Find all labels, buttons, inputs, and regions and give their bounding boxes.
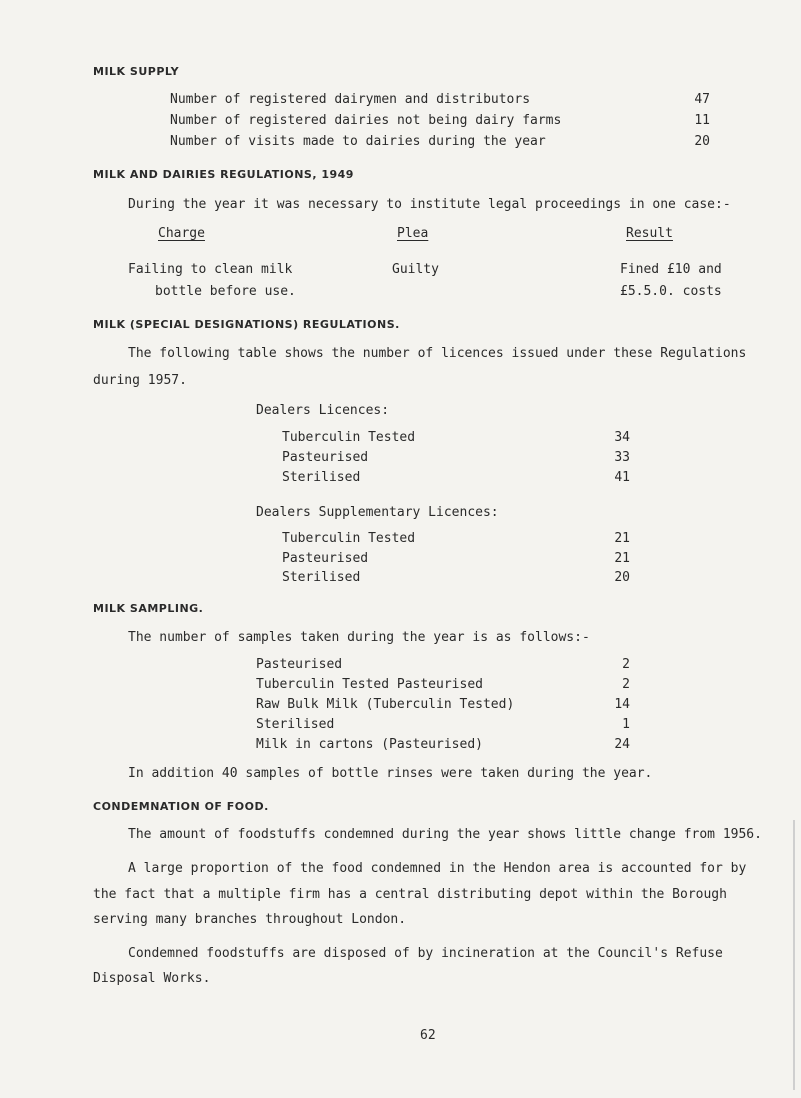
sampling-row-value: 14 [614,697,630,712]
condemnation-para2-line2: the fact that a multiple firm has a central distributing depot within the Borough [93,887,727,902]
heading-condemnation: CONDEMNATION OF FOOD. [93,800,269,813]
sampling-row-label: Milk in cartons (Pasteurised) [256,737,483,752]
supply-row-value: 11 [694,113,710,128]
sampling-addition: In addition 40 samples of bottle rinses were taken during the year. [128,766,653,781]
sampling-row-label: Raw Bulk Milk (Tuberculin Tested) [256,697,515,712]
heading-milk-supply: MILK SUPPLY [93,65,180,78]
licence-row-label: Tuberculin Tested [282,430,416,445]
licence-row-label: Pasteurised [282,450,369,465]
supply-row-value: 20 [694,134,710,149]
sampling-row-label: Tuberculin Tested Pasteurised [256,677,483,692]
supply-row-label: Number of visits made to dairies during the year [170,134,546,149]
condemnation-para3-line1: Condemned foodstuffs are disposed of by incineration at the Council's Refuse [128,946,723,961]
supplementary-row-label: Pasteurised [282,551,369,566]
case-result-line1: Fined £10 and [620,262,722,277]
case-result-line2: £5.5.0. costs [620,284,722,299]
supplementary-licences-title: Dealers Supplementary Licences: [256,505,499,520]
designations-intro-line2: during 1957. [93,373,187,388]
supply-row-value: 47 [694,92,710,107]
licence-row-label: Sterilised [282,470,361,485]
sampling-row-label: Pasteurised [256,657,343,672]
case-charge-line1: Failing to clean milk [128,262,293,277]
supplementary-row-value: 20 [614,570,630,585]
sampling-row-value: 2 [622,657,630,672]
scan-edge-line [793,820,795,1090]
heading-special-designations: MILK (SPECIAL DESIGNATIONS) REGULATIONS. [93,318,400,331]
sampling-row-label: Sterilised [256,717,335,732]
sampling-row-value: 24 [614,737,630,752]
case-charge-line2: bottle before use. [155,284,296,299]
designations-intro-line1: The following table shows the number of licences issued under these Regulations [128,346,747,361]
condemnation-para2-line1: A large proportion of the food condemned in the Hendon area is accounted for by [128,861,747,876]
column-charge: Charge [158,226,205,241]
supplementary-row-value: 21 [614,551,630,566]
condemnation-para3-line2: Disposal Works. [93,971,211,986]
page-number: 62 [420,1028,436,1043]
supplementary-row-label: Tuberculin Tested [282,531,416,546]
heading-dairies-regulations: MILK AND DAIRIES REGULATIONS, 1949 [93,168,354,181]
sampling-row-value: 1 [622,717,630,732]
sampling-row-value: 2 [622,677,630,692]
condemnation-para2-line3: serving many branches throughout London. [93,912,407,927]
licence-row-value: 41 [614,470,630,485]
column-result: Result [626,226,673,241]
dairies-intro: During the year it was necessary to institute legal proceedings in one case:- [128,197,731,212]
licence-row-value: 34 [614,430,630,445]
licence-row-value: 33 [614,450,630,465]
supply-row-label: Number of registered dairies not being dairy farms [170,113,562,128]
dealers-licences-title: Dealers Licences: [256,403,390,418]
supplementary-row-label: Sterilised [282,570,361,585]
heading-milk-sampling: MILK SAMPLING. [93,602,204,615]
sampling-intro: The number of samples taken during the year is as follows:- [128,630,590,645]
column-plea: Plea [397,226,429,241]
supplementary-row-value: 21 [614,531,630,546]
supply-row-label: Number of registered dairymen and distributors [170,92,531,107]
case-plea: Guilty [392,262,439,277]
condemnation-para1: The amount of foodstuffs condemned during the year shows little change from 1956. [128,827,762,842]
